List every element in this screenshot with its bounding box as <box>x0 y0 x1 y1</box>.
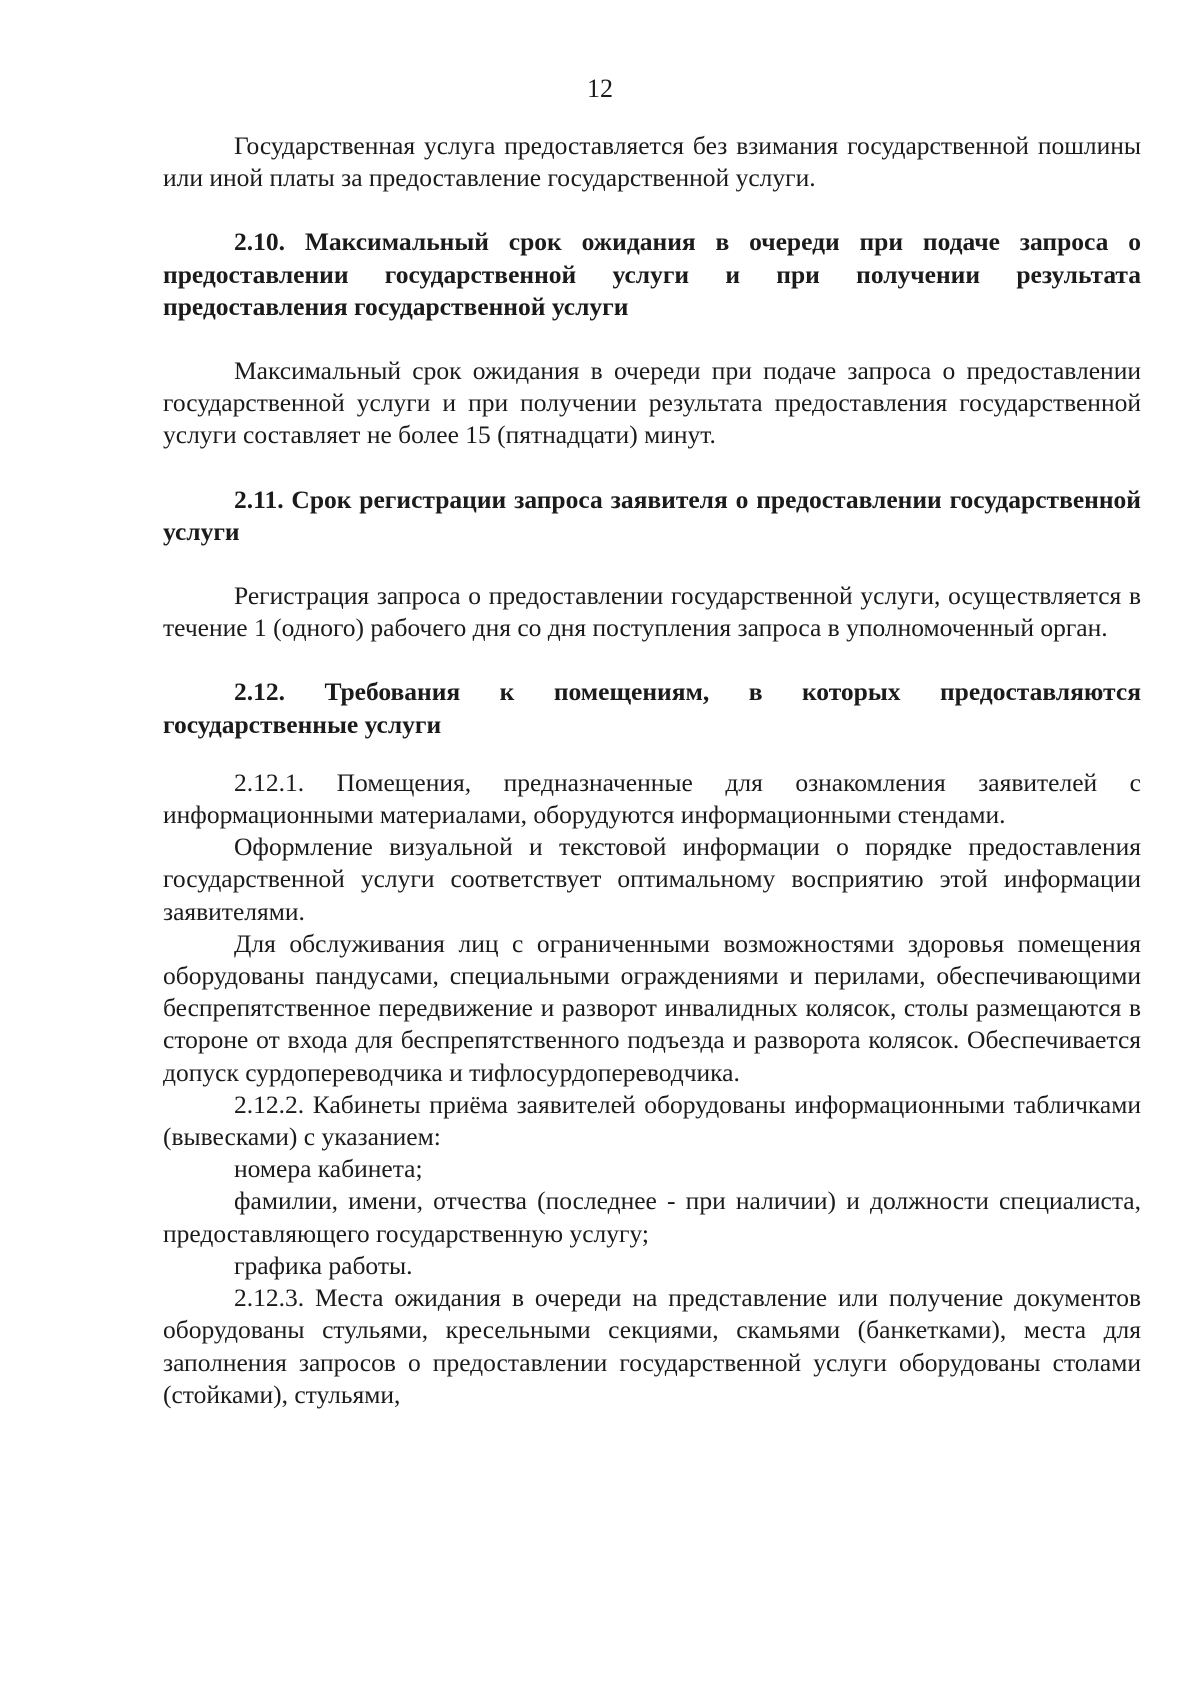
list-item-specialist: фамилии, имени, отчества (последнее - при наличии) и должности специалиста, предоставляющего государственную услугу; <box>163 1186 1141 1248</box>
list-item-room-number: номера кабинета; <box>234 1154 423 1184</box>
paragraph-design: Оформление визуальной и текстовой информации о порядке предоставления государственной услуги соответствует оптимальному восприятию этой информации заявителями. <box>163 832 1141 926</box>
heading-2-12: 2.12. Требования к помещениям, в которых предоставляются государственные услуги <box>163 677 1141 739</box>
paragraph-2-12-2: 2.12.2. Кабинеты приёма заявителей оборудованы информационными табличками (вывесками) с указанием: <box>163 1089 1141 1152</box>
heading-2-11: 2.11. Срок регистрации запроса заявителя о предоставлении государственной услуги <box>163 484 1141 546</box>
heading-2-10: 2.10. Максимальный срок ожидания в очереди при подаче запроса о предоставлении государственной услуги и при получении результата предоставления государственной услуги <box>163 227 1141 321</box>
paragraph-registration: Регистрация запроса о предоставлении государственной услуги, осуществляется в течение 1 (одного) рабочего дня со дня поступления запроса в уполномоченный орган. <box>163 581 1141 643</box>
paragraph-queue-time: Максимальный срок ожидания в очереди при подаче запроса о предоставлении государственной услуги и при получении результата предоставления государственной услуги составляет не более 15 (пятнадцати) минут. <box>163 356 1141 450</box>
list-item-schedule: графика работы. <box>234 1250 413 1280</box>
page-number: 12 <box>587 74 613 103</box>
paragraph-accessibility: Для обслуживания лиц с ограниченными возможностями здоровья помещения оборудованы пандусами, специальными ограждениями и перилами, обеспечивающими беспрепятственное передвижение и разворот инвалидных колясок, столы размещаются в стороне от входа для беспрепятственного подъезда и разворота колясок. Обеспечивается допуск сурдопереводчика и тифлосурдопереводчика. <box>163 928 1141 1087</box>
paragraph-fee: Государственная услуга предоставляется без взимания государственной пошлины или иной платы за предоставление государственной услуги. <box>163 131 1141 193</box>
paragraph-2-12-3: 2.12.3. Места ожидания в очереди на представление или получение документов оборудованы стульями, кресельными секциями, скамьями (банкетками), места для заполнения запросов о предоставлении государственной услуги оборудованы столами (стойками), стульями, <box>163 1283 1141 1409</box>
document-body <box>163 130 1141 1411</box>
paragraph-2-12-1: 2.12.1. Помещения, предназначенные для ознакомления заявителей с информационными материалами, оборудуются информационными стендами. <box>163 767 1141 830</box>
